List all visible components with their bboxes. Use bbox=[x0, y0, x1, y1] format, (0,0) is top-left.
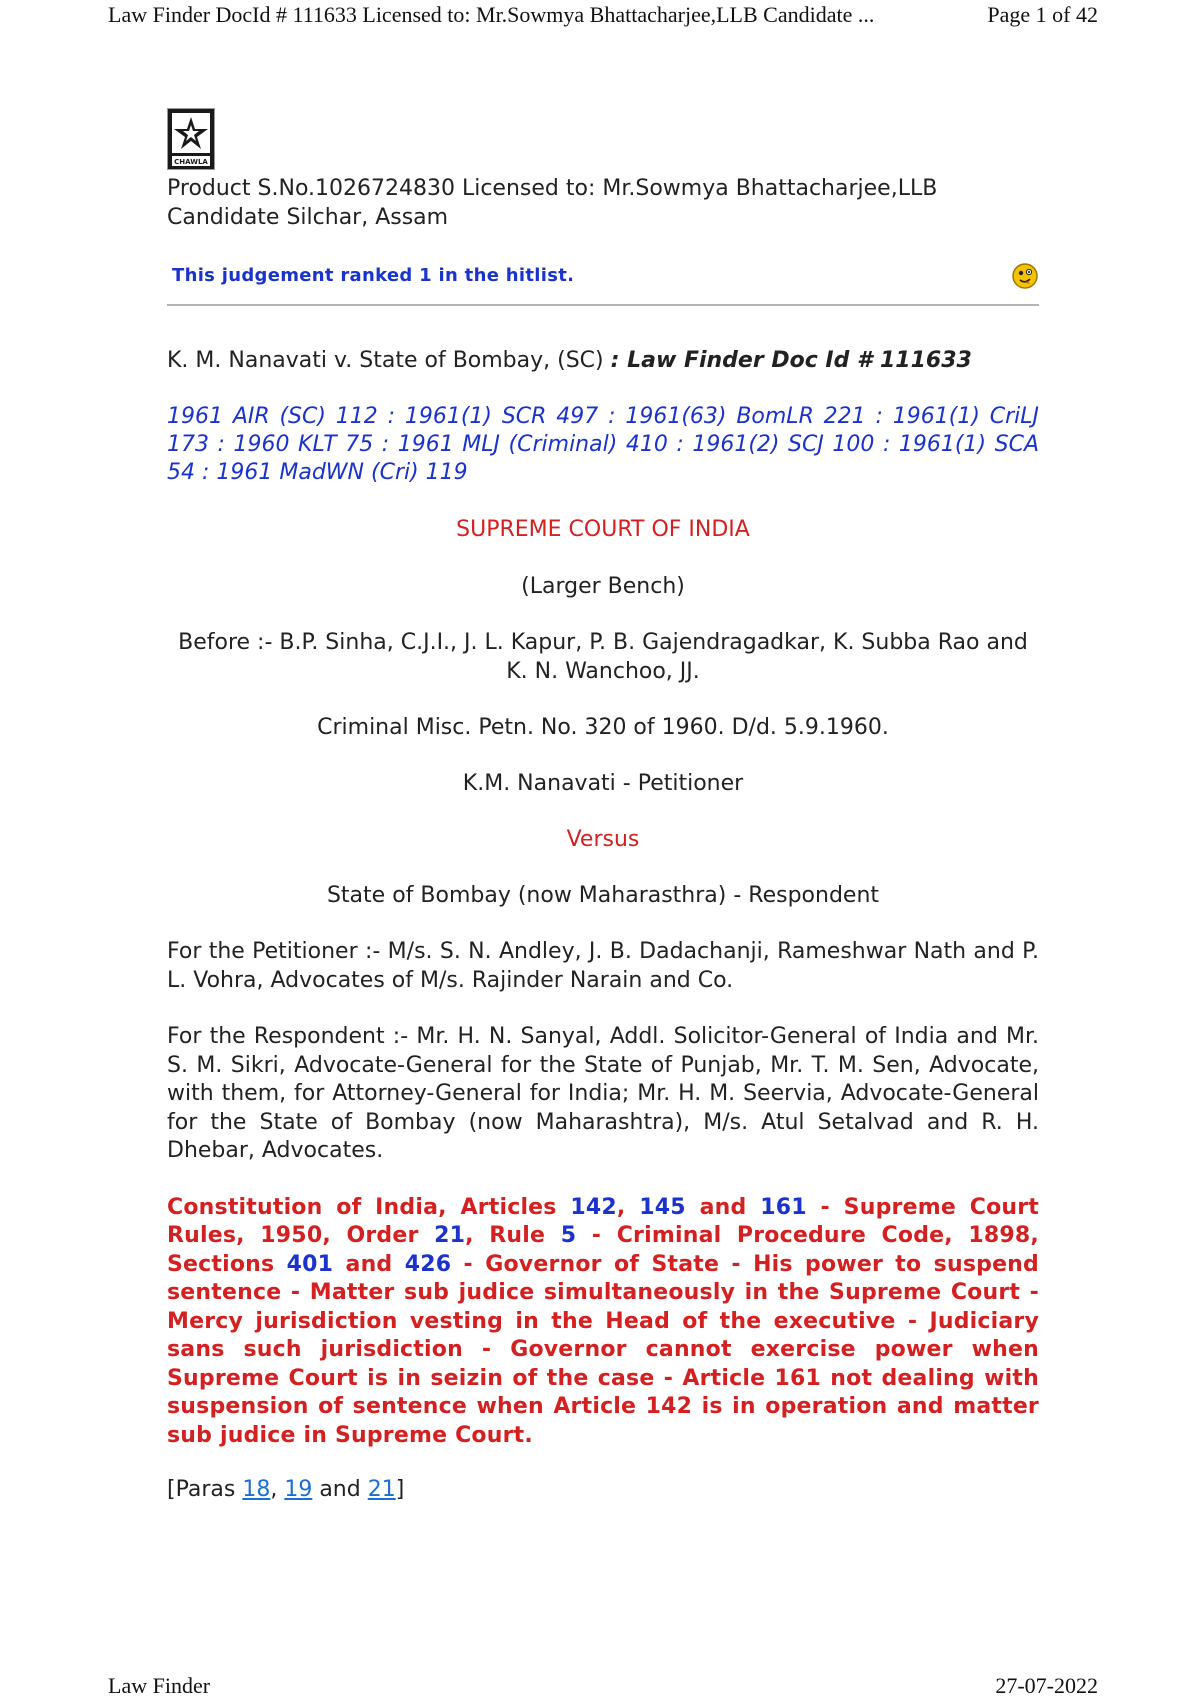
headnote-article-ref: 161 bbox=[760, 1194, 807, 1220]
chawla-logo-icon bbox=[167, 108, 215, 170]
smiley-icon bbox=[1011, 260, 1039, 290]
headnote-text: , bbox=[616, 1194, 640, 1220]
versus: Versus bbox=[566, 827, 640, 852]
headnote-text: , Rule bbox=[465, 1223, 561, 1248]
para-link-21[interactable]: 21 bbox=[367, 1477, 396, 1502]
paras-reference: [Paras 18, 19 and 21] bbox=[167, 1477, 405, 1502]
court-name: SUPREME COURT OF INDIA bbox=[456, 517, 750, 542]
page-footer bbox=[108, 1673, 1098, 1699]
case-doc-id: : Law Finder Doc Id # 111633 bbox=[610, 348, 972, 373]
header-page-number: Page 1 of 42 bbox=[987, 2, 1098, 27]
document-body bbox=[167, 108, 1039, 1504]
footer-brand: Law Finder bbox=[108, 1673, 211, 1698]
rank-text: This judgement ranked 1 in the hitlist. bbox=[172, 264, 575, 286]
bench-type: (Larger Bench) bbox=[521, 574, 685, 599]
headnote-article-ref: 142 bbox=[570, 1194, 617, 1220]
header-doc-info: Law Finder DocId # 111633 Licensed to: Mr.Sowmya Bhattacharjee,LLB Candidate ... bbox=[108, 2, 875, 27]
petitioner-counsel: For the Petitioner :- M/s. S. N. Andley, J. B. Dadachanji, Rameshwar Nath and P. L. Vohra, Advocates of M/s. Rajinder Narain and Co. bbox=[167, 939, 1039, 993]
license-line: Product S.No.1026724830 Licensed to: Mr.Sowmya Bhattacharjee,LLB Candidate Silchar, Assam bbox=[167, 176, 938, 230]
headnote-text: Constitution of India, Articles bbox=[167, 1194, 571, 1220]
footer-date: 27-07-2022 bbox=[995, 1673, 1098, 1698]
headnote-text: and bbox=[333, 1251, 405, 1277]
petitioner: K.M. Nanavati - Petitioner bbox=[462, 771, 744, 796]
headnote-rule-ref: 5 bbox=[560, 1223, 577, 1248]
headnote-text: and bbox=[685, 1194, 761, 1220]
citations: 1961 AIR (SC) 112 : 1961(1) SCR 497 : 1961(63) BomLR 221 : 1961(1) CriLJ 173 : 1960 KLT 75 : 1961 MLJ (Criminal) 410 : 1961(2) SCJ 100 : 1961(1) SCA 54 : 1961 MadWN (Cri) 119 bbox=[167, 404, 1039, 485]
divider bbox=[167, 304, 1039, 306]
headnote-section-ref: 426 bbox=[404, 1251, 452, 1277]
rank-row bbox=[167, 258, 1039, 292]
case-name: K. M. Nanavati v. State of Bombay, (SC) bbox=[167, 348, 604, 373]
headnote-text: - Supreme Court Rules, 1950, Order bbox=[167, 1194, 1040, 1248]
para-link-19[interactable]: 19 bbox=[284, 1477, 313, 1502]
headnote-article-ref: 145 bbox=[639, 1194, 686, 1220]
logo-text: CHAWLA bbox=[174, 158, 208, 166]
petition-details: Criminal Misc. Petn. No. 320 of 1960. D/d. 5.9.1960. bbox=[317, 715, 889, 740]
paras-prefix: [Paras bbox=[167, 1477, 243, 1502]
respondent-counsel: For the Respondent :- Mr. H. N. Sanyal, Addl. Solicitor-General of India and Mr. S. M. Sikri, Advocate-General for the State of Punjab, Mr. T. M. Sen, Advocate, with them, for Attorney-General for India; Mr. H. M. Seervia, Advocate-General for the State of Bombay (now Maharashtra), M/s. Atul Setalvad and R. H. Dhebar, Advocates. bbox=[167, 1024, 1039, 1163]
headnote-text: - Criminal Procedure Code, 1898, Sections bbox=[167, 1223, 1039, 1277]
judges: Before :- B.P. Sinha, C.J.I., J. L. Kapur, P. B. Gajendragadkar, K. Subba Rao and K. N. Wanchoo, JJ. bbox=[178, 630, 1028, 684]
headnote-text: - Governor of State - His power to suspend sentence - Matter sub judice simultaneously in the Supreme Court - Mercy jurisdiction vesting in the Head of the executive - Judiciary sans such jurisdiction - Governor cannot exercise power when Supreme Court is in seizin of the case - Article 161 not dealing with suspension of sentence when Article 142 is in operation and matter sub judice in Supreme Court. bbox=[167, 1251, 1039, 1448]
para-link-18[interactable]: 18 bbox=[242, 1477, 271, 1502]
headnote-section-ref: 401 bbox=[286, 1251, 334, 1277]
case-title bbox=[167, 346, 1039, 375]
respondent: State of Bombay (now Maharasthra) - Respondent bbox=[326, 883, 880, 908]
headnote bbox=[167, 1194, 1039, 1451]
headnote-order-ref: 21 bbox=[434, 1223, 466, 1248]
page-header bbox=[108, 2, 1098, 28]
